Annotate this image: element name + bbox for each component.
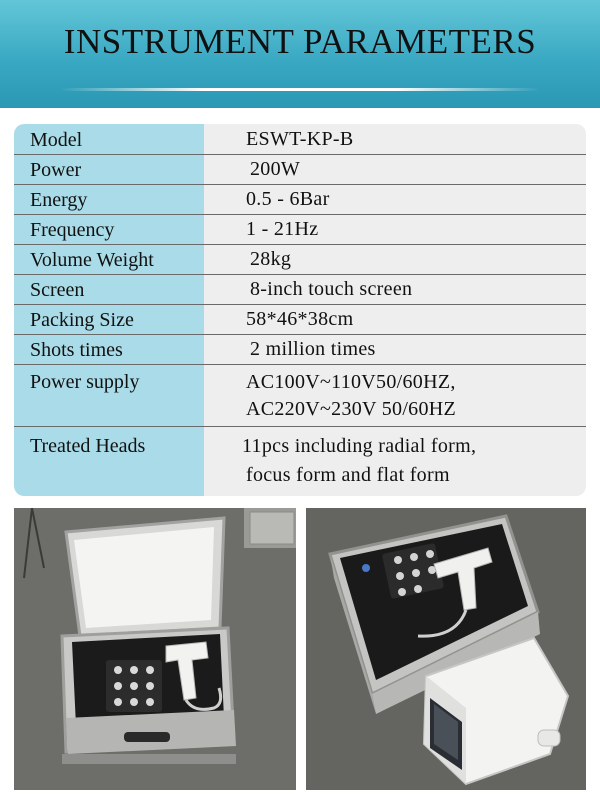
row-value: 200W [250,158,301,180]
row-label: Model [30,129,83,151]
case-monitor-illustration [306,508,586,790]
row-value: ESWT-KP-B [246,128,354,150]
page-title: INSTRUMENT PARAMETERS [63,22,537,61]
header-banner [0,0,600,108]
row-label: Frequency [30,219,115,241]
parameters-table [14,124,586,496]
row-label: Volume Weight [30,249,154,271]
product-photo-case-with-monitor [306,508,586,790]
table-row-power [14,154,586,185]
row-label: Screen [30,279,85,301]
open-case-illustration [14,508,296,790]
table-row-power-supply [14,364,586,427]
row-value: 2 million times [250,338,376,360]
product-photo-open-case [14,508,296,790]
table-row-screen [14,274,586,305]
row-label: Energy [30,189,88,211]
row-value: 58*46*38cm [246,308,354,330]
row-label: Shots times [30,339,123,361]
row-value-line-1: AC100V~110V50/60HZ, [246,371,456,393]
row-value: 0.5 - 6Bar [246,188,330,210]
table-row-packing-size [14,304,586,335]
row-value: 1 - 21Hz [246,218,319,240]
row-value: 28kg [250,248,292,270]
table-row-model [14,124,586,155]
row-label: Packing Size [30,309,134,331]
row-label: Treated Heads [30,435,146,457]
banner-divider [60,88,540,91]
row-label: Power [30,159,82,181]
table-row-energy [14,184,586,215]
table-row-frequency [14,214,586,245]
row-value-line-1: 11pcs including radial form, [242,435,477,457]
table-row-volume-weight [14,244,586,275]
table-row-treated-heads [14,426,586,496]
row-value-line-2: focus form and flat form [246,464,450,486]
table-row-shots-times [14,334,586,365]
row-value-line-2: AC220V~230V 50/60HZ [246,398,457,420]
row-label: Power supply [30,371,140,393]
row-value: 8-inch touch screen [250,278,413,300]
